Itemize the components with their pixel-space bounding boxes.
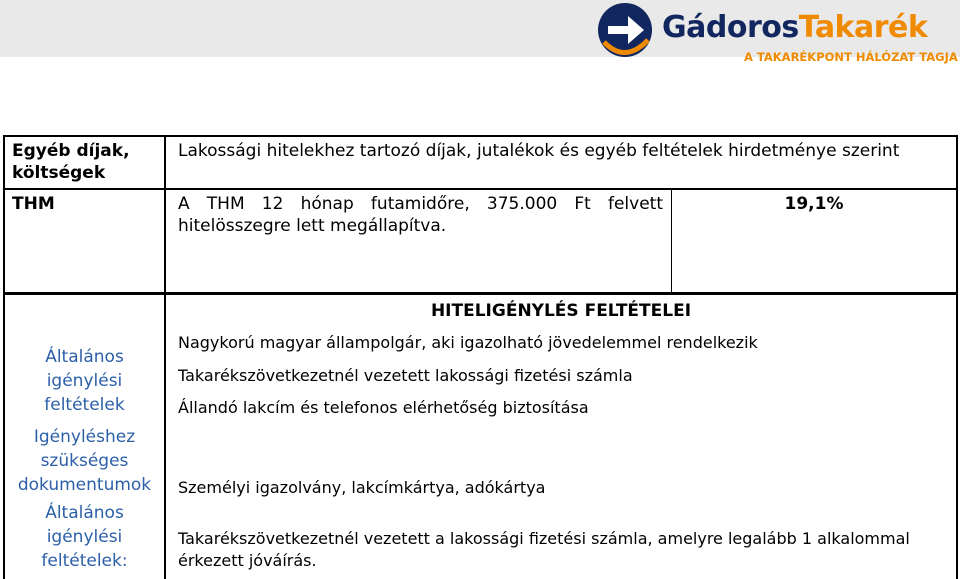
general-conditions-label: Általános igénylési feltételek — [44, 347, 125, 415]
logo — [594, 2, 958, 66]
condition-item: Nagykorú magyar állampolgár, aki igazolható jövedelemmel rendelkezik — [178, 333, 758, 352]
conditions-title: HITELIGÉNYLÉS FELTÉTELEI — [430, 301, 692, 321]
logo-wordmark — [662, 10, 927, 45]
table1-left-border — [3, 135, 5, 293]
table1-right-border — [956, 135, 958, 293]
table1-top-border — [3, 135, 958, 137]
table2-col-divider — [164, 293, 166, 579]
logo-tagline: A TAKARÉKPONT HÁLÓZAT TAGJA — [744, 50, 958, 64]
logo-emblem-icon — [594, 2, 658, 62]
general-conditions-label-2: Általános igénylési feltételek: — [41, 503, 128, 571]
table2-right-border — [956, 293, 958, 579]
fees-value: Lakossági hitelekhez tartozó díjak, jutalékok és egyéb feltételek hirdetménye szerint — [178, 141, 900, 161]
table1-col-divider — [164, 135, 166, 293]
fees-label: Egyéb díjak, költségek — [12, 141, 130, 183]
thm-rate: 19,1% — [784, 194, 844, 214]
logo-brand-part1: Gádoros — [662, 10, 799, 45]
thm-label: THM — [12, 194, 55, 214]
table2-top-border — [3, 293, 958, 295]
extra-condition-item: Takarékszövetkezetnél vezetett a lakossági fizetési számla, amelyre legalább 1 alkalommal érkezett jóváírás. — [178, 529, 910, 570]
documents-item: Személyi igazolvány, lakcímkártya, adókártya — [178, 478, 546, 497]
condition-item: Állandó lakcím és telefonos elérhetőség biztosítása — [178, 398, 589, 417]
thm-description: A THM 12 hónap futamidőre, 375.000 Ft felvett hitelösszegre lett megállapítva. — [178, 194, 663, 236]
condition-item: Takarékszövetkezetnél vezetett lakossági fizetési számla — [178, 366, 633, 385]
logo-brand-part2: Takarék — [798, 10, 928, 45]
required-documents-label: Igényléshez szükséges dokumentumok — [17, 427, 152, 495]
table1-row-divider — [3, 188, 958, 190]
